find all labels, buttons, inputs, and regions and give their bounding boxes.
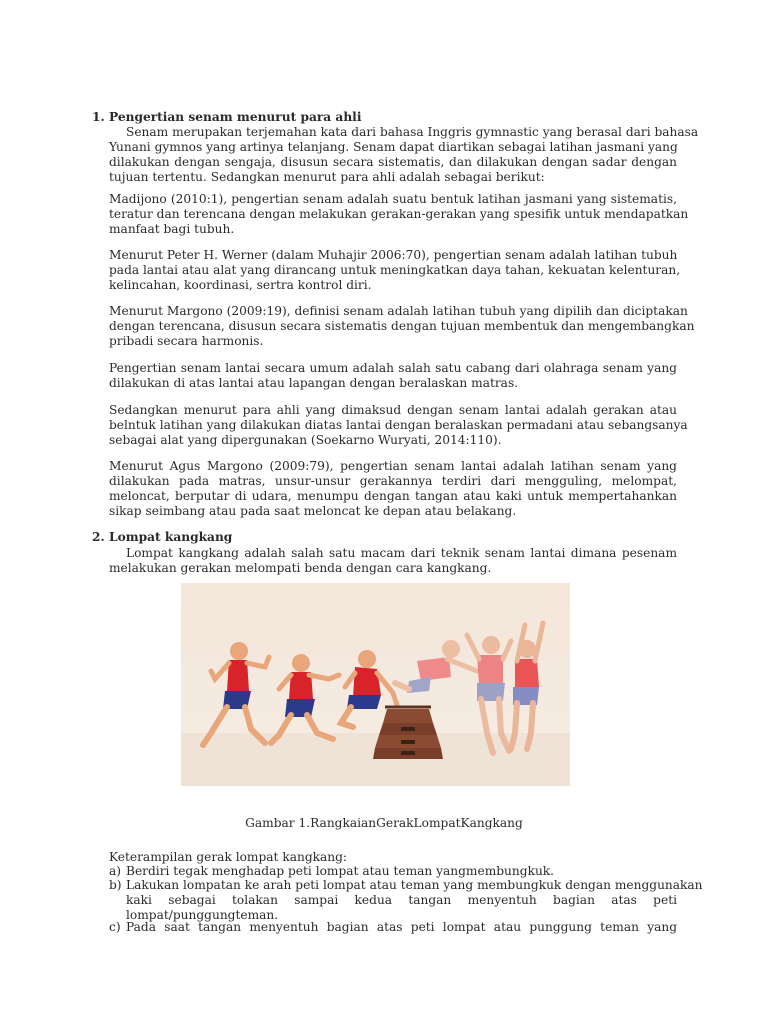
text-line: Lakukan lompatan ke arah peti lompat atau teman yang membungkuk dengan menggunakan: [126, 878, 703, 892]
list-label: b): [109, 878, 122, 892]
text-line: Yunani gymnos yang artinya telanjang. Senam dapat diartikan sebagai latihan jasmani yang: [109, 140, 678, 154]
paragraph-senam-lantai: [109, 361, 677, 391]
section-2-intro: [109, 546, 677, 576]
text-line: pribadi secara harmonis.: [109, 334, 264, 348]
text-line: pada lantai atau alat yang dirancang untuk meningkatkan daya tahan, kekuatan kelenturan,: [109, 263, 681, 277]
paragraph-margono: [109, 304, 695, 349]
figure-caption: Gambar 1.RangkaianGerakLompatKangkang: [245, 816, 523, 830]
paragraph-agus-margono: [109, 459, 677, 519]
text-line: tujuan tertentu. Sedangkan menurut para ahli adalah sebagai berikut:: [109, 170, 545, 184]
list-label: a): [109, 864, 122, 878]
vault-sequence-illustration: [181, 583, 570, 786]
text-line: Sedangkan menurut para ahli yang dimaksud dengan senam lantai adalah gerakan atau: [109, 403, 677, 417]
paragraph-para-ahli: [109, 403, 688, 448]
section-1-intro: [109, 125, 699, 185]
text-line: Menurut Peter H. Werner (dalam Muhajir 2006:70), pengertian senam adalah latihan tubuh: [109, 248, 678, 262]
text-line: dengan terencana, disusun secara sistematis dengan tujuan membentuk dan mengembangkan: [109, 319, 695, 333]
text-line: Madijono (2010:1), pengertian senam adalah suatu bentuk latihan jasmani yang sistematis,: [109, 192, 677, 206]
text-line: dilakukan dengan sengaja, disusun secara sistematis, dan dilakukan dengan sadar dengan: [109, 155, 677, 169]
text-line: Berdiri tegak menghadap peti lompat atau teman yangmembungkuk.: [126, 864, 555, 878]
text-line: melakukan gerakan melompati benda dengan cara kangkang.: [109, 561, 492, 575]
text-line: meloncat, berputar di udara, menumpu dengan tangan atau kaki untuk mempertahankan: [109, 489, 677, 503]
text-line: kaki sebagai tolakan sampai kedua tangan menyentuh bagian atas peti: [126, 893, 677, 907]
text-line: sebagai alat yang dipergunakan (Soekarno Wuryati, 2014:110).: [109, 433, 502, 447]
skills-intro: [109, 850, 677, 865]
section-number: 2.: [92, 530, 105, 544]
text-line: Pada saat tangan menyentuh bagian atas peti lompat atau punggung teman yang: [126, 920, 677, 934]
text-line: lompat/punggungteman.: [126, 908, 279, 922]
text-line: dilakukan pada matras, unsur-unsur gerakannya terdiri dari mengguling, melompat,: [109, 474, 677, 488]
list-label: c): [109, 920, 121, 934]
text-line: kelincahan, koordinasi, sertra kontrol diri.: [109, 278, 372, 292]
text-line: Menurut Margono (2009:19), definisi senam adalah latihan tubuh yang dipilih dan diciptakan: [109, 304, 688, 318]
text-line: Lompat kangkang adalah salah satu macam dari teknik senam lantai dimana pesenam: [126, 546, 677, 560]
text-line: Senam merupakan terjemahan kata dari bahasa Inggris gymnastic yang berasal dari bahasa: [126, 125, 699, 139]
text-line: Pengertian senam lantai secara umum adalah salah satu cabang dari olahraga senam yang: [109, 361, 677, 375]
section-heading: Lompat kangkang: [109, 530, 233, 544]
text-line: teratur dan terencana dengan melakukan gerakan-gerakan yang spesifik untuk mendapatkan: [109, 207, 689, 221]
text-line: Menurut Agus Margono (2009:79), pengertian senam lantai adalah latihan senam yang: [109, 459, 677, 473]
text-line: sikap seimbang atau pada saat meloncat ke depan atau belakang.: [109, 504, 517, 518]
text-line: dilakukan di atas lantai atau lapangan dengan beralaskan matras.: [109, 376, 519, 390]
text-line: manfaat bagi tubuh.: [109, 222, 235, 236]
section-number: 1.: [92, 110, 105, 124]
paragraph-werner: [109, 248, 681, 293]
text-line: belntuk latihan yang dilakukan diatas lantai dengan beralaskan permadani atau sebangsanya: [109, 418, 688, 432]
paragraph-madijono: [109, 192, 689, 237]
section-heading: Pengertian senam menurut para ahli: [109, 110, 362, 124]
text-line: Keterampilan gerak lompat kangkang:: [109, 850, 348, 864]
